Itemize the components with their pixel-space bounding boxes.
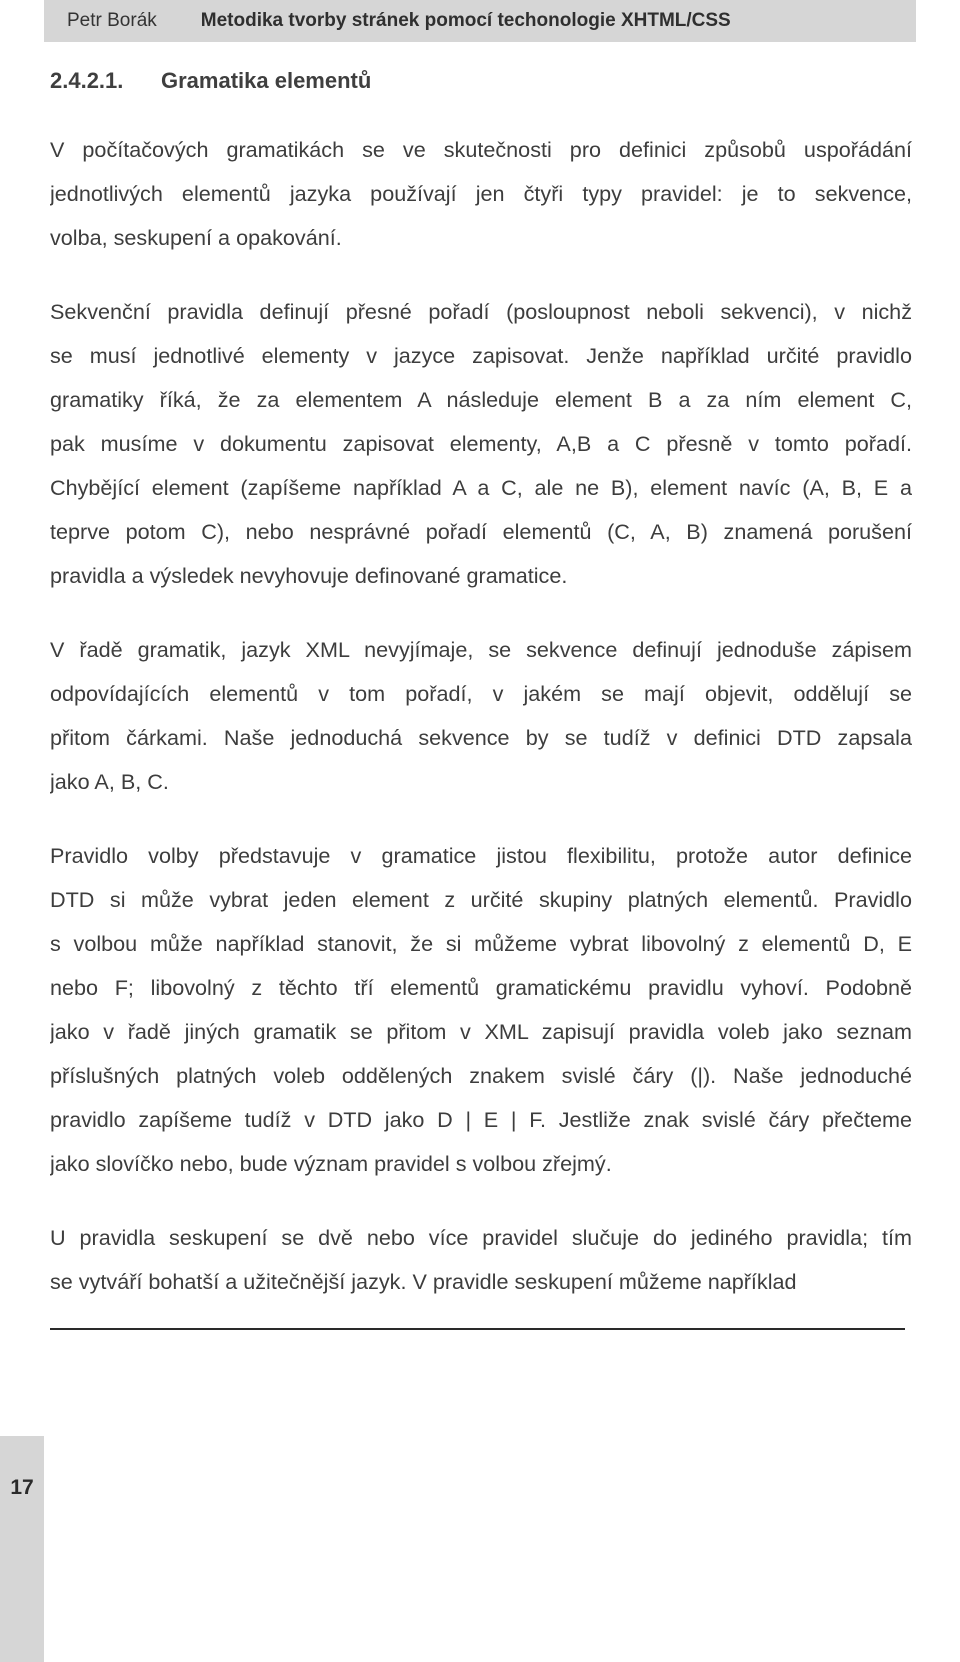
text-line: gramatiky říká, že za elementem A následuje element B a za ním element C, bbox=[50, 387, 912, 412]
body-text bbox=[50, 128, 912, 1304]
text-line: volba, seskupení a opakování. bbox=[50, 225, 342, 250]
text-line: se musí jednotlivé elementy v jazyce zapisovat. Jenže například určité pravidlo bbox=[50, 343, 912, 368]
text-line: U pravidla seskupení se dvě nebo více pravidel slučuje do jediného pravidla; tím bbox=[50, 1225, 912, 1250]
section-heading bbox=[50, 68, 371, 94]
paragraph bbox=[50, 290, 912, 598]
section-number: 2.4.2.1. bbox=[50, 68, 124, 93]
paragraph bbox=[50, 834, 912, 1186]
text-line: odpovídajících elementů v tom pořadí, v jakém se mají objevit, oddělují se bbox=[50, 681, 912, 706]
paragraph bbox=[50, 128, 912, 260]
text-line: pravidla a výsledek nevyhovuje definované gramatice. bbox=[50, 563, 568, 588]
running-header bbox=[44, 0, 916, 42]
text-line: pravidlo zapíšeme tudíž v DTD jako D | E | F. Jestliže znak svislé čáry přečteme bbox=[50, 1107, 912, 1132]
text-line: přitom čárkami. Naše jednoduchá sekvence by se tudíž v definici DTD zapsala bbox=[50, 725, 912, 750]
text-line: se vytváří bohatší a užitečnější jazyk. V pravidle seskupení můžeme například bbox=[50, 1269, 797, 1294]
text-line: Chybějící element (zapíšeme například A a C, ale ne B), element navíc (A, B, E a bbox=[50, 475, 912, 500]
text-line: teprve potom C), nebo nesprávné pořadí elementů (C, A, B) znamená porušení bbox=[50, 519, 912, 544]
paragraph-gap bbox=[50, 598, 912, 628]
page-number: 17 bbox=[10, 1476, 34, 1499]
text-line: jako slovíčko nebo, bude význam pravidel s volbou zřejmý. bbox=[50, 1151, 612, 1176]
text-line: jednotlivých elementů jazyka používají jen čtyři typy pravidel: je to sekvence, bbox=[50, 181, 912, 206]
paragraph bbox=[50, 1216, 912, 1304]
text-line: nebo F; libovolný z těchto tří elementů gramatickému pravidlu vyhoví. Podobně bbox=[50, 975, 912, 1000]
text-line: Pravidlo volby představuje v gramatice jistou flexibilitu, protože autor definice bbox=[50, 843, 912, 868]
text-line: Sekvenční pravidla definují přesné pořadí (posloupnost neboli sekvenci), v nichž bbox=[50, 299, 912, 324]
text-line: pak musíme v dokumentu zapisovat elementy, A,B a C přesně v tomto pořadí. bbox=[50, 431, 912, 456]
text-line: V řadě gramatik, jazyk XML nevyjímaje, se sekvence definují jednoduše zápisem bbox=[50, 637, 912, 662]
text-line: V počítačových gramatikách se ve skutečnosti pro definici způsobů uspořádání bbox=[50, 137, 912, 162]
section-title: Gramatika elementů bbox=[161, 68, 372, 93]
header-author: Petr Borák bbox=[67, 10, 157, 31]
paragraph-gap bbox=[50, 260, 912, 290]
paragraph bbox=[50, 628, 912, 804]
text-line: s volbou může například stanovit, že si můžeme vybrat libovolný z elementů D, E bbox=[50, 931, 912, 956]
text-line: jako v řadě jiných gramatik se přitom v XML zapisují pravidla voleb jako seznam bbox=[50, 1019, 912, 1044]
page-number-tab bbox=[0, 1436, 44, 1662]
text-line: příslušných platných voleb oddělených znakem svislé čáry (|). Naše jednoduché bbox=[50, 1063, 912, 1088]
footnote-separator bbox=[50, 1328, 905, 1330]
paragraph-gap bbox=[50, 804, 912, 834]
header-document-title: Metodika tvorby stránek pomocí techonologie XHTML/CSS bbox=[200, 10, 731, 31]
paragraph-gap bbox=[50, 1186, 912, 1216]
text-line: DTD si může vybrat jeden element z určité skupiny platných elementů. Pravidlo bbox=[50, 887, 912, 912]
text-line: jako A, B, C. bbox=[50, 769, 169, 794]
